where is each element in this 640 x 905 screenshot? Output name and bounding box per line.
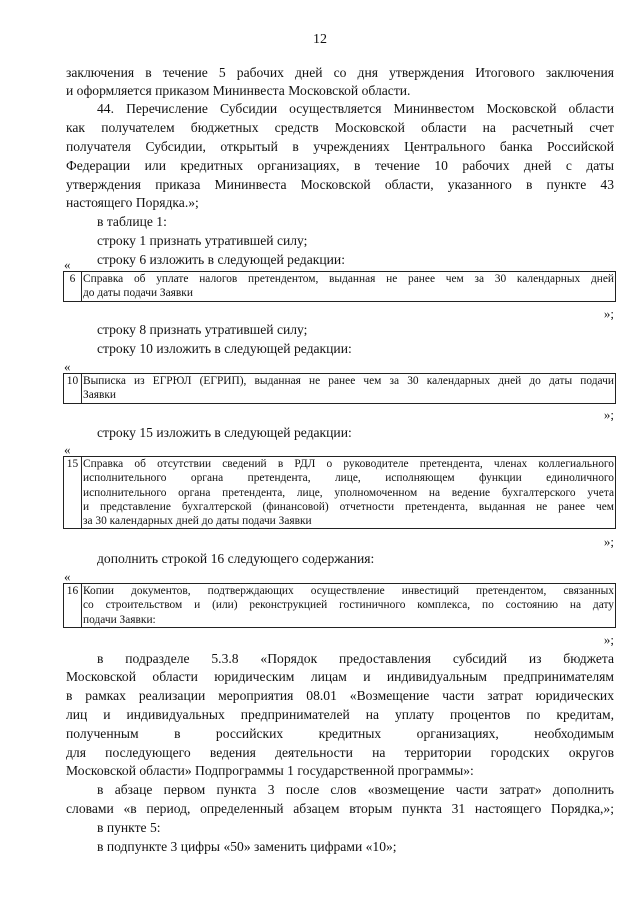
table-row-6 — [63, 271, 616, 302]
row-number: 6 — [64, 272, 82, 302]
text-line: полученным в российских кредитных организациях, необходимым — [66, 726, 614, 741]
text-line: строку 1 признать утратившей силу; — [97, 233, 308, 248]
row-text-line: Справка об отсутствии сведений в РДЛ о руководителе претендента, членах коллегиального — [83, 458, 614, 470]
text-line: получателя Субсидии, открытый в учреждениях Центрального банка Российской — [66, 139, 614, 154]
row-number: 10 — [64, 374, 82, 404]
quote-open: « — [64, 442, 71, 457]
text-line: настоящего Порядка.»; — [66, 195, 199, 210]
text-line: строку 8 признать утратившей силу; — [97, 322, 308, 337]
quote-close: »; — [603, 632, 614, 647]
row-text-line: Копии документов, подтверждающих осуществление инвестиций претендентом, связанных — [83, 585, 614, 597]
quote-close: »; — [603, 306, 614, 321]
text-line: утверждения приказа Мининвеста Московской области, указанного в пункте 43 — [66, 177, 614, 192]
quote-open: « — [64, 569, 71, 584]
text-line: в подпункте 3 цифры «50» заменить цифрами «10»; — [97, 839, 397, 854]
text-line: заключения в течение 5 рабочих дней со дня утверждения Итогового заключения — [66, 65, 614, 80]
row-text-line: и представление бухгалтерской (финансовой) отчетности претендента, выданная не ранее чем — [83, 500, 614, 513]
row-text — [82, 374, 616, 404]
text-line: Московской области юридическим лицам и индивидуальным предпринимателям — [66, 669, 614, 684]
text-line: в абзаце первом пункта 3 после слов «возмещение части затрат» дополнить — [97, 782, 614, 797]
row-text — [82, 457, 616, 529]
row-text-line: Справка об уплате налогов претендентом, выданная не ранее чем за 30 календарных дней — [83, 273, 614, 285]
row-text-line: Выписка из ЕГРЮЛ (ЕГРИП), выданная не ранее чем за 30 календарных дней до даты подачи — [83, 375, 614, 387]
row-text-line: со строительством и (или) реконструкцией гостиничного комплекса, по состоянию на дату — [83, 599, 614, 612]
text-line: в рамках реализации мероприятия 08.01 «Возмещение части затрат юридических — [66, 688, 614, 703]
table-row-16 — [63, 583, 616, 628]
table-row-10 — [63, 373, 616, 404]
quote-open: « — [64, 257, 71, 272]
row-number: 15 — [64, 457, 82, 529]
text-line: лиц и индивидуальных предпринимателей на уплату процентов по кредитам, — [66, 707, 614, 722]
row-text — [82, 584, 616, 628]
row-text — [82, 272, 616, 302]
text-line: 44. Перечисление Субсидии осуществляется Мининвестом Московской области — [97, 101, 614, 116]
quote-close: »; — [603, 407, 614, 422]
row-number: 16 — [64, 584, 82, 628]
text-line: словами «в период, определенный абзацем вторым пункта 31 настоящего Порядка,»; — [66, 801, 614, 816]
text-line: как получателем бюджетных средств Московской области на расчетный счет — [66, 120, 614, 135]
text-line: строку 6 изложить в следующей редакции: — [97, 252, 345, 267]
table-row-15 — [63, 456, 616, 529]
text-line: Федерации или кредитных организациях, в течение 10 рабочих дней с даты — [66, 158, 614, 173]
text-line: строку 10 изложить в следующей редакции: — [97, 341, 352, 356]
quote-close: »; — [603, 534, 614, 549]
text-line: и оформляется приказом Мининвеста Московской области. — [66, 83, 411, 98]
row-text-line: исполнительного органа претендента, лице, исполняющем функции единоличного — [83, 472, 614, 485]
row-text-line: подачи Заявки: — [83, 613, 156, 626]
text-line: в таблице 1: — [97, 214, 167, 229]
text-line: строку 15 изложить в следующей редакции: — [97, 425, 352, 440]
quote-open: « — [64, 359, 71, 374]
text-line: дополнить строкой 16 следующего содержания: — [97, 551, 375, 566]
text-line: Московской области» Подпрограммы 1 государственной программы»: — [66, 763, 474, 778]
row-text-line: Заявки — [83, 389, 117, 402]
row-text-line: за 30 календарных дней до даты подачи Заявки — [83, 515, 312, 528]
text-line: в подразделе 5.3.8 «Порядок предоставления субсидий из бюджета — [97, 651, 614, 666]
row-text-line: до даты подачи Заявки — [83, 287, 193, 300]
row-text-line: исполнительного органа претендента, лице, уполномоченном на ведение бухгалтерского учета — [83, 486, 614, 499]
page-number: 12 — [313, 32, 327, 47]
text-line: для последующего ведения деятельности на территории городских округов — [66, 745, 614, 760]
text-line: в пункте 5: — [97, 820, 161, 835]
